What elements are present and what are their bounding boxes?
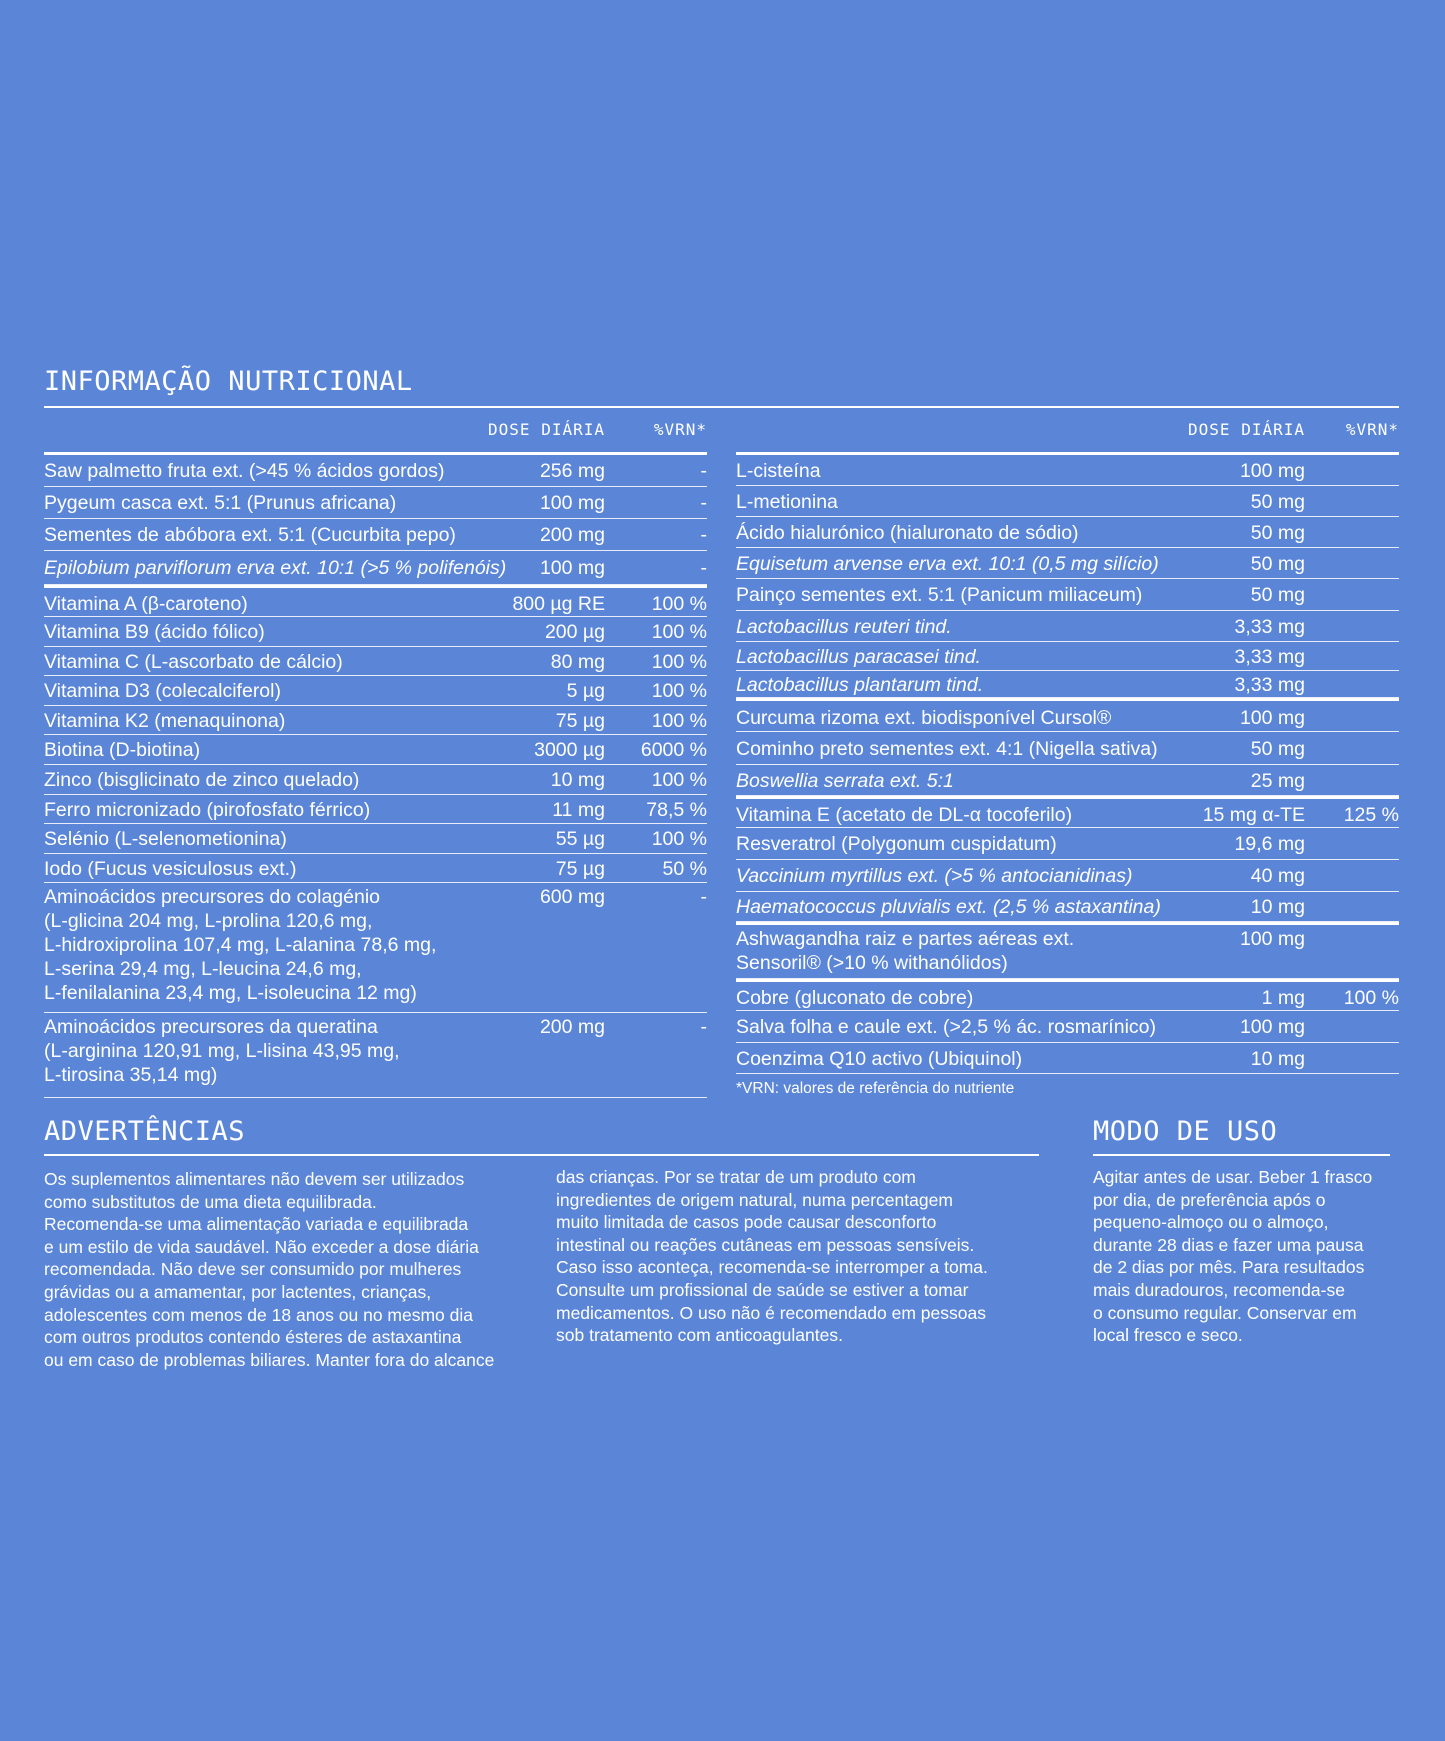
table-row: [736, 548, 1399, 579]
table-row: [736, 698, 1399, 732]
daily-dose: 100 mg: [1239, 1016, 1305, 1038]
table-row: [44, 706, 707, 735]
warnings-text-col1: Os suplementos alimentares não devem ser utilizados como substitutos de uma dieta equilibrada. Recomenda-se uma alimentação variada e equilibrada e um estilo de vida saudável. Não exceder a dose diária recomendada. Não deve ser consumido por mulheres grávidas ou a amamentar, por lactentes, crianças, adolescentes com menos de 18 anos ou no mesmo dia com outros produtos contendo ésteres de astaxantina ou em caso de problemas biliares. Manter fora do alcance: [44, 1169, 495, 1370]
daily-dose: 10 mg: [550, 769, 605, 791]
ingredient-name: Ácido hialurónico (hialuronato de sódio): [736, 522, 1079, 544]
nutrition-title: INFORMAÇÃO NUTRICIONAL: [44, 366, 413, 397]
vrn-percent: -: [700, 492, 707, 514]
ingredient-name: L-cisteína: [736, 460, 821, 482]
ingredient-name: Aminoácidos precursores do colagénio (L-glicina 204 mg, L-prolina 120,6 mg, L-hidroxiprolina 107,4 mg, L-alanina 78,6 mg, L-serina 29,4 mg, L-leucina 24,6 mg, L-fenilalanina 23,4 mg, L-isoleucina 12 mg): [44, 886, 437, 1004]
table-row: [44, 854, 707, 883]
ingredient-name: Vitamina D3 (colecalciferol): [44, 680, 281, 702]
daily-dose: 10 mg: [1250, 896, 1305, 918]
vrn-percent: 100 %: [651, 651, 707, 673]
ingredient-name: Vaccinium myrtillus ext. (>5 % antocianidinas): [736, 865, 1133, 887]
table-row: [736, 860, 1399, 892]
table-row: [44, 455, 707, 487]
daily-dose: 3,33 mg: [1234, 616, 1305, 638]
vrn-percent: -: [700, 460, 707, 482]
table-row: [44, 883, 707, 1013]
ingredient-name: Biotina (D-biotina): [44, 739, 201, 761]
daily-dose: 3000 µg: [534, 739, 605, 761]
ingredient-name: Equisetum arvense erva ext. 10:1 (0,5 mg silício): [736, 553, 1159, 575]
table-row: [736, 922, 1399, 979]
table-header: [736, 408, 1399, 452]
ingredient-name: Vitamina K2 (menaquinona): [44, 710, 286, 732]
daily-dose: 800 µg RE: [512, 593, 605, 615]
ingredient-name: Haematococcus pluvialis ext. (2,5 % astaxantina): [736, 896, 1161, 918]
table-row: [44, 735, 707, 765]
ingredient-name: Vitamina E (acetato de DL-α tocoferilo): [736, 804, 1073, 826]
table-body: [736, 452, 1399, 1074]
ingredient-name: Vitamina A (β-caroteno): [44, 593, 248, 615]
daily-dose: 11 mg: [552, 799, 605, 821]
vrn-percent: 100 %: [651, 593, 707, 615]
ingredient-name: Curcuma rizoma ext. biodisponível Cursol®: [736, 707, 1112, 729]
table-row: [736, 611, 1399, 642]
col-dose-header: DOSE DIÁRIA: [1188, 420, 1305, 439]
daily-dose: 75 µg: [555, 858, 605, 880]
ingredient-name: Vitamina C (L-ascorbato de cálcio): [44, 651, 343, 673]
ingredient-name: Cobre (gluconato de cobre): [736, 987, 974, 1009]
daily-dose: 5 µg: [566, 680, 605, 702]
table-row: [736, 732, 1399, 765]
table-row: [44, 676, 707, 706]
usage-divider: [1093, 1154, 1390, 1156]
ingredient-name: Aminoácidos precursores da queratina (L-arginina 120,91 mg, L-lisina 43,95 mg, L-tirosina 35,14 mg): [44, 1016, 400, 1086]
table-row: [44, 824, 707, 854]
table-row: [736, 455, 1399, 486]
daily-dose: 100 mg: [1239, 928, 1305, 950]
ingredient-name: Vitamina B9 (ácido fólico): [44, 621, 265, 643]
ingredient-name: Painço sementes ext. 5:1 (Panicum miliaceum): [736, 584, 1143, 606]
table-row: [44, 765, 707, 795]
daily-dose: 100 mg: [539, 492, 605, 514]
nutrition-table-right: [736, 408, 1399, 1074]
vrn-percent: 125 %: [1343, 804, 1399, 826]
vrn-percent: 100 %: [651, 828, 707, 850]
table-row: [736, 671, 1399, 698]
daily-dose: 100 mg: [1239, 707, 1305, 729]
vrn-percent: -: [700, 1016, 707, 1038]
vrn-percent: 100 %: [651, 710, 707, 732]
vrn-percent: 100 %: [651, 621, 707, 643]
ingredient-name: Pygeum casca ext. 5:1 (Prunus africana): [44, 492, 397, 514]
table-row: [736, 828, 1399, 860]
ingredient-name: Lactobacillus reuteri tind.: [736, 616, 952, 638]
table-row: [44, 617, 707, 647]
table-row: [44, 585, 707, 617]
ingredient-name: Saw palmetto fruta ext. (>45 % ácidos gordos): [44, 460, 445, 482]
ingredient-name: Lactobacillus plantarum tind.: [736, 674, 984, 696]
nutrition-table-left: [44, 408, 707, 1098]
ingredient-name: Ashwagandha raiz e partes aéreas ext. Sensoril® (>10 % withanólidos): [736, 928, 1075, 974]
daily-dose: 3,33 mg: [1234, 646, 1305, 668]
daily-dose: 50 mg: [1250, 738, 1305, 760]
table-row: [736, 765, 1399, 796]
table-body: [44, 452, 707, 1098]
warnings-text-col2: das crianças. Por se tratar de um produto com ingredientes de origem natural, numa percentagem muito limitada de casos pode causar desconforto intestinal ou reações cutâneas em pessoas sensíveis. Caso isso aconteça, recomenda-se interromper a toma. Consulte um profissional de saúde se estiver a tomar medicamentos. O uso não é recomendado em pessoas sob tratamento com anticoagulantes.: [556, 1167, 988, 1346]
ingredient-name: Selénio (L-selenometionina): [44, 828, 287, 850]
table-row: [44, 795, 707, 824]
ingredient-name: Zinco (bisglicinato de zinco quelado): [44, 769, 360, 791]
daily-dose: 100 mg: [539, 557, 605, 579]
table-header: [44, 408, 707, 452]
daily-dose: 3,33 mg: [1234, 674, 1305, 696]
vrn-percent: 100 %: [651, 769, 707, 791]
vrn-percent: -: [700, 886, 707, 908]
table-row: [44, 1013, 707, 1098]
col-vrn-header: %VRN*: [1345, 420, 1399, 439]
ingredient-name: Resveratrol (Polygonum cuspidatum): [736, 833, 1057, 855]
daily-dose: 100 mg: [1239, 460, 1305, 482]
vrn-percent: -: [700, 524, 707, 546]
daily-dose: 10 mg: [1250, 1048, 1305, 1070]
vrn-footnote: *VRN: valores de referência do nutriente: [736, 1080, 1015, 1097]
daily-dose: 1 mg: [1261, 987, 1305, 1009]
table-row: [44, 487, 707, 519]
daily-dose: 50 mg: [1250, 522, 1305, 544]
ingredient-name: Iodo (Fucus vesiculosus ext.): [44, 858, 297, 880]
usage-title: MODO DE USO: [1093, 1116, 1278, 1147]
ingredient-name: Ferro micronizado (pirofosfato férrico): [44, 799, 371, 821]
daily-dose: 50 mg: [1250, 491, 1305, 513]
table-row: [44, 647, 707, 676]
warnings-title: ADVERTÊNCIAS: [44, 1116, 246, 1147]
ingredient-name: L-metionina: [736, 491, 838, 513]
daily-dose: 15 mg α-TE: [1202, 804, 1305, 826]
table-row: [736, 979, 1399, 1011]
daily-dose: 50 mg: [1250, 584, 1305, 606]
daily-dose: 25 mg: [1250, 770, 1305, 792]
table-row: [736, 579, 1399, 611]
ingredient-name: Boswellia serrata ext. 5:1: [736, 770, 954, 792]
vrn-percent: 78,5 %: [646, 799, 707, 821]
vrn-percent: 100 %: [1343, 987, 1399, 1009]
vrn-percent: -: [700, 557, 707, 579]
daily-dose: 256 mg: [539, 460, 605, 482]
daily-dose: 55 µg: [555, 828, 605, 850]
daily-dose: 40 mg: [1250, 865, 1305, 887]
daily-dose: 200 µg: [544, 621, 605, 643]
ingredient-name: Cominho preto sementes ext. 4:1 (Nigella sativa): [736, 738, 1158, 760]
ingredient-name: Coenzima Q10 activo (Ubiquinol): [736, 1048, 1023, 1070]
table-row: [736, 1011, 1399, 1043]
usage-text: Agitar antes de usar. Beber 1 frasco por dia, de preferência após o pequeno-almoço ou o almoço, durante 28 dias e fazer uma pausa de 2 dias por mês. Para resultados mais duradouros, recomenda-se o consumo regular. Conservar em local fresco e seco.: [1093, 1167, 1373, 1346]
daily-dose: 50 mg: [1250, 553, 1305, 575]
ingredient-name: Salva folha e caule ext. (>2,5 % ác. rosmarínico): [736, 1016, 1156, 1038]
daily-dose: 19,6 mg: [1234, 833, 1305, 855]
col-vrn-header: %VRN*: [653, 420, 707, 439]
table-row: [44, 551, 707, 585]
ingredient-name: Lactobacillus paracasei tind.: [736, 646, 981, 668]
daily-dose: 200 mg: [539, 1016, 605, 1038]
table-row: [736, 1043, 1399, 1074]
daily-dose: 75 µg: [555, 710, 605, 732]
table-row: [736, 796, 1399, 828]
ingredient-name: Epilobium parviflorum erva ext. 10:1 (>5 % polifenóis): [44, 557, 507, 579]
table-row: [736, 642, 1399, 671]
table-row: [736, 517, 1399, 548]
col-dose-header: DOSE DIÁRIA: [488, 420, 605, 439]
vrn-percent: 6000 %: [640, 739, 707, 761]
daily-dose: 600 mg: [539, 886, 605, 908]
vrn-percent: 50 %: [662, 858, 707, 880]
daily-dose: 200 mg: [539, 524, 605, 546]
table-row: [44, 519, 707, 551]
ingredient-name: Sementes de abóbora ext. 5:1 (Cucurbita pepo): [44, 524, 456, 546]
warnings-divider: [44, 1154, 1039, 1156]
table-row: [736, 486, 1399, 517]
daily-dose: 80 mg: [550, 651, 605, 673]
vrn-percent: 100 %: [651, 680, 707, 702]
table-row: [736, 892, 1399, 922]
